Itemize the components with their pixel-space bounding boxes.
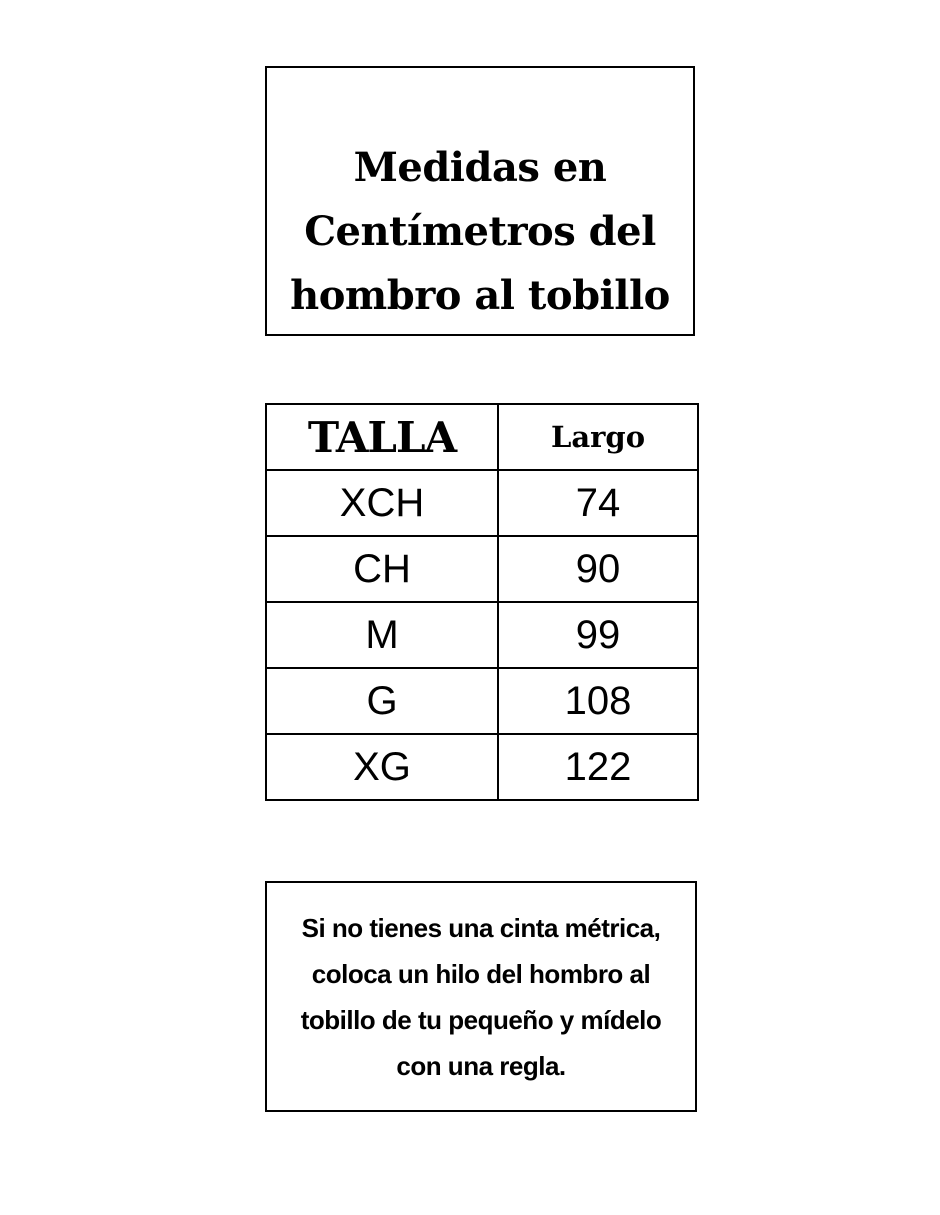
note-line: tobillo de tu pequeño y mídelo <box>300 1004 662 1035</box>
column-header-largo: Largo <box>498 404 698 470</box>
table-row <box>266 470 698 536</box>
table-row <box>266 536 698 602</box>
title-line: Centímetros del <box>304 208 656 255</box>
title-line: hombro al tobillo <box>290 272 670 319</box>
table-row <box>266 602 698 668</box>
page-title <box>290 136 670 328</box>
largo-cell: 122 <box>498 734 698 800</box>
talla-cell: M <box>266 602 498 668</box>
size-table <box>265 403 699 801</box>
table-row <box>266 734 698 800</box>
talla-cell: XG <box>266 734 498 800</box>
measuring-tip <box>301 905 662 1089</box>
note-line: con una regla. <box>396 1050 566 1081</box>
largo-cell: 99 <box>498 602 698 668</box>
talla-cell: XCH <box>266 470 498 536</box>
talla-cell: G <box>266 668 498 734</box>
largo-cell: 90 <box>498 536 698 602</box>
column-header-talla: TALLA <box>266 404 498 470</box>
note-line: coloca un hilo del hombro al <box>311 958 651 989</box>
largo-cell: 74 <box>498 470 698 536</box>
note-line: Si no tienes una cinta métrica, <box>301 912 661 943</box>
note-box <box>265 881 697 1112</box>
table-row <box>266 668 698 734</box>
largo-cell: 108 <box>498 668 698 734</box>
title-line: Medidas en <box>353 144 607 191</box>
talla-cell: CH <box>266 536 498 602</box>
table-header-row <box>266 404 698 470</box>
title-box <box>265 66 695 336</box>
